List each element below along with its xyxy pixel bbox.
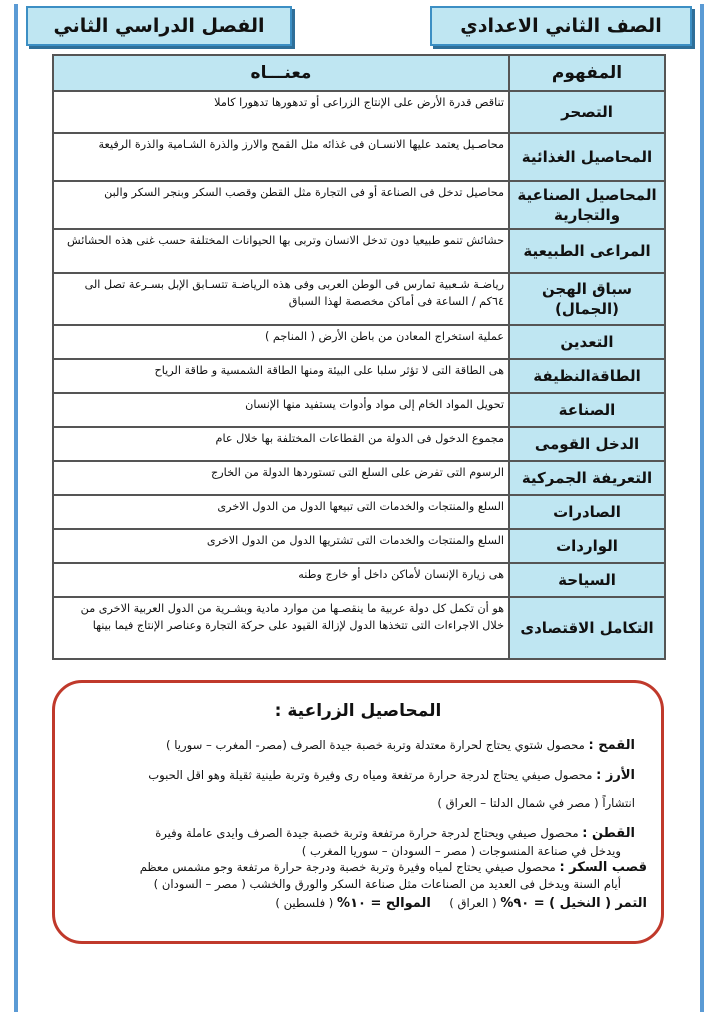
- concept-meaning: محاصـيل يعتمد عليها الانسـان فى غذائه مثل القمح والارز والذرة الشـامية والذرة الرفيعة: [53, 133, 509, 181]
- concept-meaning: الرسوم التى تفرض على السلع التى تستوردها الدولة من الخارج: [53, 461, 509, 495]
- table-row: [53, 133, 665, 181]
- table-row: [53, 461, 665, 495]
- concept-column-header: المفهوم: [509, 55, 665, 91]
- concept-term: الصادرات: [509, 495, 665, 529]
- concept-term: سباق الهجن (الجمال): [509, 273, 665, 325]
- cotton-text-2: ويدخل في صناعة المنسوجات ( مصر – السودان – سوريا المغرب ): [301, 844, 621, 858]
- concept-term: المراعى الطبيعية: [509, 229, 665, 273]
- concept-term: السياحة: [509, 563, 665, 597]
- rice-text-2: انتشاراً ( مصر في شمال الدلتا – العراق ): [437, 796, 635, 810]
- wheat-line: [77, 737, 635, 754]
- meaning-column-header: معنـــاه: [53, 55, 509, 91]
- concept-term: الدخل القومى: [509, 427, 665, 461]
- concept-term: التكامل الاقتصادى: [509, 597, 665, 659]
- table-row: [53, 273, 665, 325]
- table-row: [53, 359, 665, 393]
- sugarcane-text-2: أيام السنة ويدخل فى العديد من الصناعات مثل صناعة السكر والورق والخشب ( مصر – السودان ): [153, 877, 621, 891]
- concept-meaning: السلع والمنتجات والخدمات التى تبيعها الدول من الدول الاخرى: [53, 495, 509, 529]
- concept-term: التعريفة الجمركية: [509, 461, 665, 495]
- cotton-name: القطن :: [582, 826, 635, 841]
- agricultural-crops-box: [52, 680, 664, 944]
- concept-meaning: تحويل المواد الخام إلى مواد وأدوات يستفيد منها الإنسان: [53, 393, 509, 427]
- cotton-text-1: محصول صيفي ويحتاج لدرجة حرارة مرتفعة وتربة خصبة جيدة الصرف وايدى عاملة وفيرة: [155, 826, 579, 840]
- cotton-line: [77, 825, 635, 842]
- dates-label: التمر ( النخيل ) = ٩٠%: [500, 896, 647, 911]
- concept-meaning: حشائش تنمو طبيعيا دون تدخل الانسان وتربى بها الحيوانات المختلفة حسب غنى هذه الحشائش: [53, 229, 509, 273]
- concept-term: المحاصيل الصناعية والتجارية: [509, 181, 665, 229]
- concept-term: الواردات: [509, 529, 665, 563]
- concept-meaning: محاصيل تدخل فى الصناعة أو فى التجارة مثل القطن وقصب السكر وبنجر السكر والبن: [53, 181, 509, 229]
- concept-meaning: هو أن تكمل كل دولة عربية ما ينقصـها من موارد مادية وبشـرية من الدول العربية الاخرى من خلال الاجراءات التى تتخذها الدول لإزالة القيود على حركة التجارة وعناصر الإنتاج فيما بينها: [53, 597, 509, 659]
- concept-term: المحاصيل الغذائية: [509, 133, 665, 181]
- table-row: [53, 181, 665, 229]
- dates-citrus-line: [77, 895, 647, 912]
- table-row: [53, 325, 665, 359]
- sugarcane-line: [77, 859, 647, 876]
- table-row: [53, 563, 665, 597]
- table-row: [53, 495, 665, 529]
- table-row: [53, 393, 665, 427]
- sugarcane-line-2: [77, 876, 621, 892]
- sugarcane-name: قصب السكر :: [559, 860, 647, 875]
- concept-meaning: رياضـة شـعبية تمارس فى الوطن العربى وفى هذه الرياضـة تتسـابق الإبل بسـرعة تصل الى ٦٤كم / الساعة فى أماكن مخصصة لهذا السباق: [53, 273, 509, 325]
- citrus-label: الموالح = ١٠%: [337, 896, 431, 911]
- wheat-text: محصول شتوي يحتاج لحرارة معتدلة وتربة خصبة جيدة الصرف (مصر- المغرب – سوريا ): [166, 738, 585, 752]
- concept-term: التعدين: [509, 325, 665, 359]
- crops-title: المحاصيل الزراعية :: [274, 701, 442, 721]
- concept-meaning: تناقص قدرة الأرض على الإنتاج الزراعى أو تدهورها تدهورا كاملا: [53, 91, 509, 133]
- concept-meaning: السلع والمنتجات والخدمات التى تشتريها الدول من الدول الاخرى: [53, 529, 509, 563]
- table-row: [53, 529, 665, 563]
- concept-meaning: هى زيارة الإنسان لأماكن داخل أو خارج وطنه: [53, 563, 509, 597]
- cotton-line-2: [77, 843, 621, 859]
- citrus-place: ( فلسطين ): [275, 896, 334, 910]
- wheat-name: القمح :: [588, 738, 635, 753]
- table-row: [53, 427, 665, 461]
- dates-place: ( العراق ): [449, 896, 497, 910]
- concept-term: الطاقةالنظيفة: [509, 359, 665, 393]
- concept-meaning: هى الطاقة التى لا تؤثر سلبا على البيئة ومنها الطاقة الشمسية و طاقة الرياح: [53, 359, 509, 393]
- concept-term: التصحر: [509, 91, 665, 133]
- concept-meaning: مجموع الدخول فى الدولة من القطاعات المختلفة بها خلال عام: [53, 427, 509, 461]
- rice-line: [77, 767, 635, 784]
- concept-meaning: عملية استخراج المعادن من باطن الأرض ( المناجم ): [53, 325, 509, 359]
- concepts-table: [52, 54, 666, 660]
- concept-term: الصناعة: [509, 393, 665, 427]
- grade-header: الصف الثاني الاعدادي: [430, 6, 692, 46]
- table-row: [53, 229, 665, 273]
- sugarcane-text-1: محصول صيفي يحتاج لمياه وفيرة وتربة خصبة ودرجة حرارة مرتفعة وجو مشمس معظم: [139, 860, 556, 874]
- rice-name: الأرز :: [596, 768, 635, 783]
- table-row: [53, 597, 665, 659]
- table-row: [53, 91, 665, 133]
- rice-text-1: محصول صيفي يحتاج لدرجة حرارة مرتفعة ومياه رى وفيرة وتربة طينية ثقيلة وهو اقل الحبوب: [148, 768, 593, 782]
- term-header: الفصل الدراسي الثاني: [26, 6, 292, 46]
- rice-line-2: [77, 795, 635, 811]
- table-header-row: [53, 55, 665, 91]
